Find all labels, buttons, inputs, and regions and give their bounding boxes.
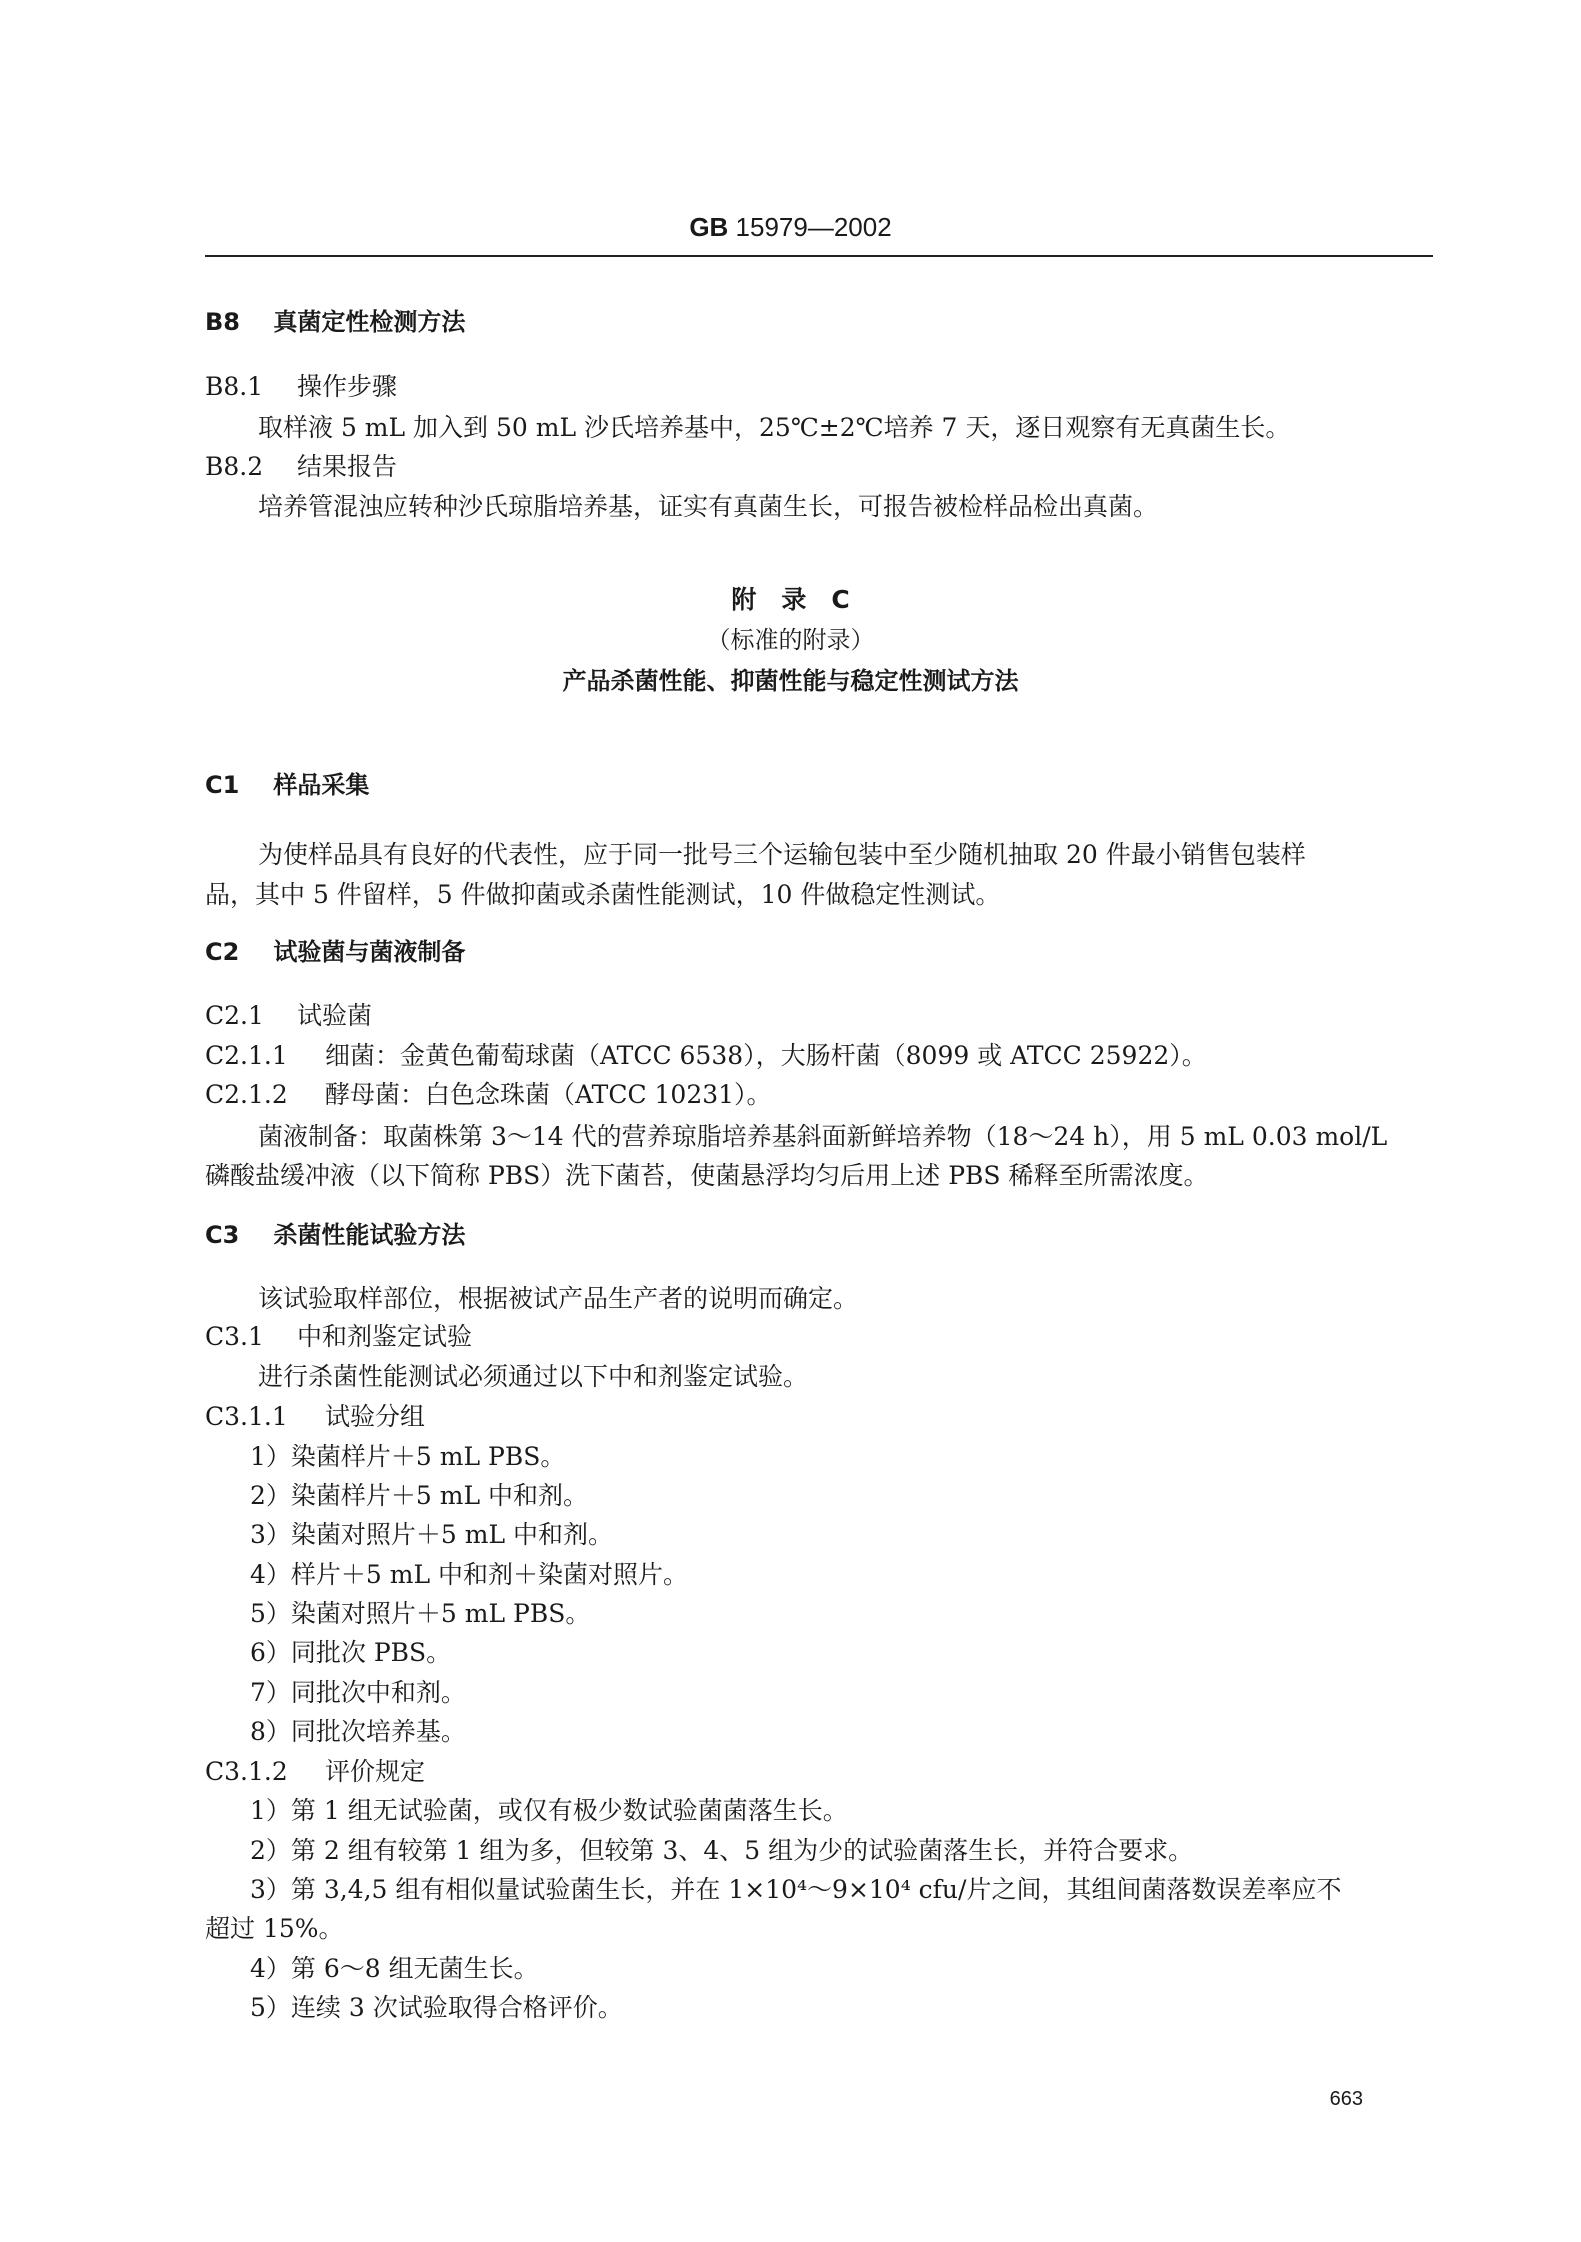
list-item: 6）同批次 PBS。: [250, 1638, 452, 1667]
list-item: 8）同批次培养基。: [250, 1717, 466, 1746]
clause-c2-1-1: C2.1.1 细菌：金黄色葡萄球菌（ATCC 6538），大肠杆菌（8099 或 ATCC 25922）。: [205, 1041, 1207, 1070]
paragraph-c1-line1: 为使样品具有良好的代表性，应于同一批号三个运输包装中至少随机抽取 20 件最小销售包装样: [258, 840, 1306, 869]
subsection-heading-c3-1: C3.1 中和剂鉴定试验: [205, 1322, 472, 1351]
list-item: 1）染菌样片＋5 mL PBS。: [250, 1442, 566, 1471]
subsection-heading-c2-1: C2.1 试验菌: [205, 1001, 372, 1030]
header-rule: [205, 255, 1433, 257]
list-item-continuation: 超过 15%。: [205, 1914, 344, 1943]
subsection-heading-c3-1-1: C3.1.1 试验分组: [205, 1402, 425, 1431]
standard-code: 15979—2002: [735, 212, 892, 242]
section-heading-b8: B8 真菌定性检测方法: [205, 308, 466, 336]
list-item: 4）样片＋5 mL 中和剂＋染菌对照片。: [250, 1560, 689, 1589]
standard-number: [0, 212, 1581, 243]
list-item: 3）染菌对照片＋5 mL 中和剂。: [250, 1520, 614, 1549]
list-item: 2）第 2 组有较第 1 组为多，但较第 3、4、5 组为少的试验菌落生长，并符合要求。: [250, 1836, 1194, 1865]
standard-prefix: GB: [689, 212, 729, 242]
subsection-heading-c3-1-2: C3.1.2 评价规定: [205, 1757, 425, 1786]
list-item: 5）连续 3 次试验取得合格评价。: [250, 1993, 623, 2022]
subsection-heading-b8-2: B8.2 结果报告: [205, 452, 397, 481]
paragraph-c1-line2: 品，其中 5 件留样，5 件做抑菌或杀菌性能测试，10 件做稳定性测试。: [205, 880, 1001, 909]
list-item: 5）染菌对照片＋5 mL PBS。: [250, 1599, 591, 1628]
paragraph-b8-1: 取样液 5 mL 加入到 50 mL 沙氏培养基中，25℃±2℃培养 7 天，逐日观察有无真菌生长。: [258, 413, 1291, 442]
paragraph-c3-1: 进行杀菌性能测试必须通过以下中和剂鉴定试验。: [258, 1362, 809, 1391]
paragraph-b8-2: 培养管混浊应转种沙氏琼脂培养基，证实有真菌生长，可报告被检样品检出真菌。: [258, 492, 1159, 521]
subsection-heading-b8-1: B8.1 操作步骤: [205, 372, 397, 401]
list-item: 3）第 3,4,5 组有相似量试验菌生长，并在 1×10⁴～9×10⁴ cfu/片之间，其组间菌落数误差率应不: [250, 1875, 1342, 1904]
paragraph-culture-prep-line2: 磷酸盐缓冲液（以下简称 PBS）洗下菌苔，使菌悬浮均匀后用上述 PBS 稀释至所需浓度。: [205, 1161, 1209, 1190]
section-heading-c3: C3 杀菌性能试验方法: [205, 1221, 466, 1249]
appendix-subtitle: （标准的附录）: [706, 626, 875, 654]
page-number: 663: [1329, 2088, 1363, 2110]
list-item: 7）同批次中和剂。: [250, 1678, 466, 1707]
appendix-label: 附 录 C: [731, 585, 850, 614]
list-item: 1）第 1 组无试验菌，或仅有极少数试验菌菌落生长。: [250, 1796, 848, 1825]
paragraph-c3-intro: 该试验取样部位，根据被试产品生产者的说明而确定。: [258, 1284, 859, 1313]
clause-c2-1-2: C2.1.2 酵母菌：白色念珠菌（ATCC 10231）。: [205, 1080, 772, 1109]
list-item: 4）第 6～8 组无菌生长。: [250, 1954, 539, 1983]
list-item: 2）染菌样片＋5 mL 中和剂。: [250, 1481, 589, 1510]
section-heading-c2: C2 试验菌与菌液制备: [205, 938, 466, 966]
paragraph-culture-prep-line1: 菌液制备：取菌株第 3～14 代的营养琼脂培养基斜面新鲜培养物（18～24 h），用 5 mL 0.03 mol/L: [258, 1122, 1388, 1151]
section-heading-c1: C1 样品采集: [205, 771, 370, 799]
appendix-title: 产品杀菌性能、抑菌性能与稳定性测试方法: [562, 667, 1019, 695]
